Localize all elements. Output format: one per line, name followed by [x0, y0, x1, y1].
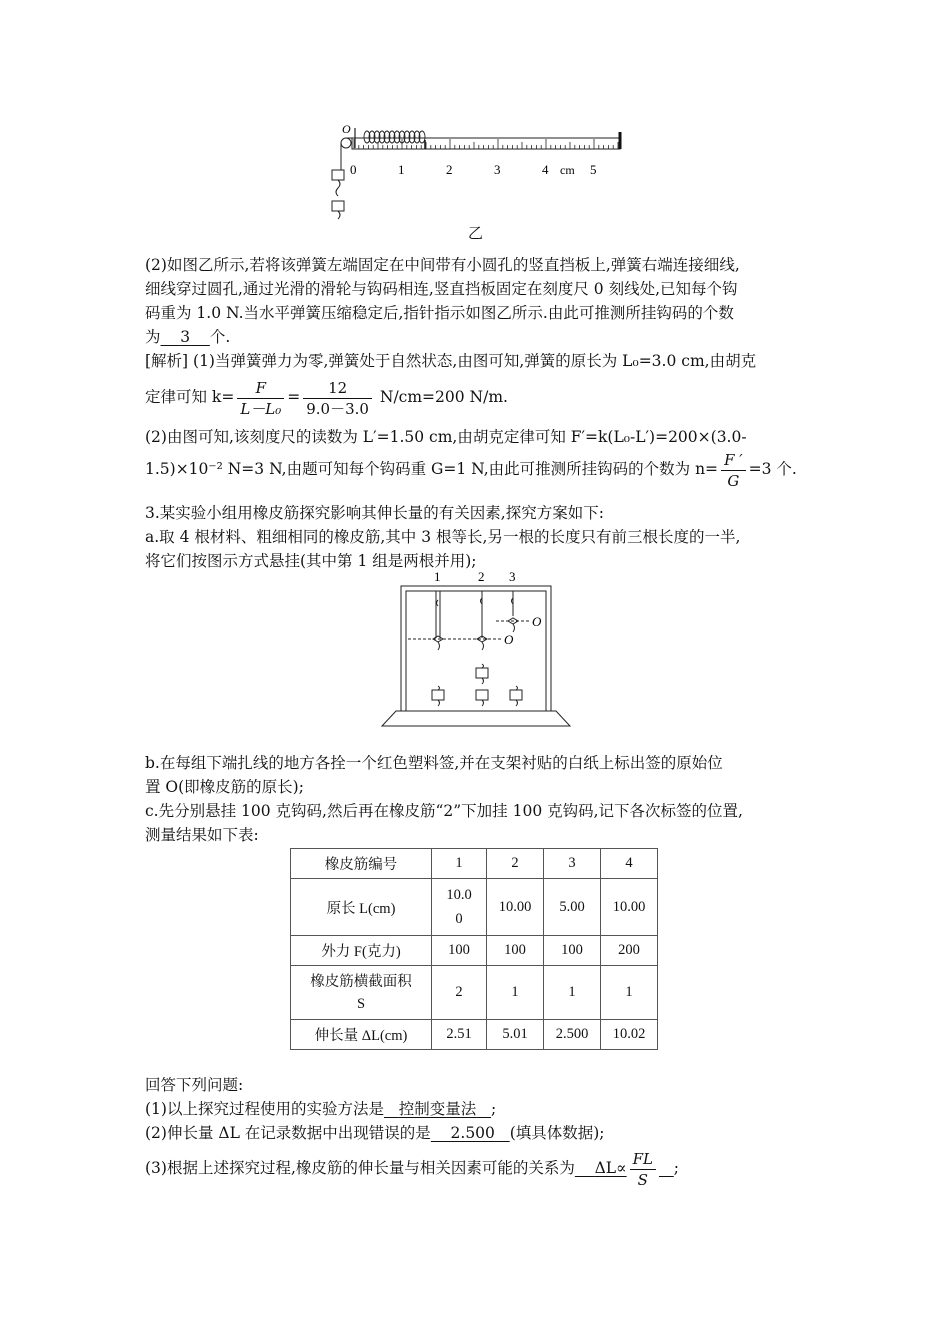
figure-caption: 乙 [468, 224, 484, 242]
question-2-end: (填具体数据); [509, 1124, 605, 1142]
q2-line-4-post: 个. [209, 328, 231, 346]
question-3-fraction [630, 1149, 656, 1190]
q2-line-4-pre: 为 [145, 328, 161, 346]
table-cell: 10.00 [487, 879, 544, 936]
q3-a-line-2: 将它们按图示方式悬挂(其中第 1 组是两根并用); [145, 552, 477, 570]
question-1-answer [384, 1100, 491, 1118]
question-2-text: (2)伸长量 ΔL 在记录数据中出现错误的是 [145, 1124, 431, 1142]
question-3-answer [575, 1149, 674, 1189]
band-label-3: 3 [509, 569, 516, 584]
table-cell: 100 [544, 936, 601, 966]
q3-b-line-1: b.在每组下端扎线的地方各拴一个红色塑料签,并在支架衬贴的白纸上标出签的原始位 [145, 754, 723, 772]
q2-line-2: 细线穿过圆孔,通过光滑的滑轮与钩码相连,竖直挡板固定在刻度尺 0 刻线处,已知每个钩 [145, 280, 738, 298]
fraction-value [303, 378, 372, 419]
q2-line-4 [145, 326, 230, 348]
table-cell: 伸长量 ΔL(cm) [291, 1020, 432, 1050]
analysis-line-2-post: N/cm=200 N/m. [374, 388, 508, 406]
table-row [291, 936, 658, 966]
tick-label-0: 0 [350, 162, 357, 177]
fraction-k [237, 378, 284, 419]
question-3-fraction-num: FL [630, 1149, 656, 1170]
table-cell: 3 [544, 849, 601, 879]
o-label-band-3: O [532, 614, 542, 629]
tick-label-4: 4 [542, 162, 549, 177]
table-cell: 橡皮筋横截面积 S [291, 966, 432, 1020]
analysis-line-4-pre: 1.5)×10⁻² N=3 N,由题可知每个钩码重 G=1 N,由此可推测所挂钩码的个数为 n= [145, 460, 719, 478]
fraction-k-den: L－L₀ [240, 399, 282, 418]
table-cell: 5.00 [544, 879, 601, 936]
analysis-line-3: (2)由图可知,该刻度尺的读数为 L′=1.50 cm,由胡克定律可知 F′=k(L₀-L′)=200×(3.0- [145, 428, 747, 446]
table-cell: 10.0 0 [432, 879, 487, 936]
table-row [291, 1020, 658, 1050]
tick-label-cm: cm [560, 163, 575, 177]
pivot-label: O [342, 122, 351, 136]
table-cell: 4 [601, 849, 658, 879]
question-1-end: ; [491, 1100, 497, 1118]
tick-label-1: 1 [398, 162, 405, 177]
table-cell: 100 [432, 936, 487, 966]
question-3-answer-prefix: ΔL∝ [594, 1159, 627, 1177]
o-label-band-2: O [504, 632, 514, 647]
table-cell: 10.00 [601, 879, 658, 936]
fraction-value-den: 9.0－3.0 [306, 399, 369, 418]
question-3 [145, 1146, 679, 1190]
table-cell: 200 [601, 936, 658, 966]
tick-label-2: 2 [446, 162, 453, 177]
q2-line-1: (2)如图乙所示,若将该弹簧左端固定在中间带有小圆孔的竖直挡板上,弹簧右端连接细线, [145, 256, 740, 274]
table-row [291, 849, 658, 879]
data-table [290, 848, 658, 1050]
questions-head: 回答下列问题: [145, 1076, 244, 1094]
table-cell: 1 [432, 849, 487, 879]
tick-label-3: 3 [494, 162, 501, 177]
q2-answer-value: 3 [180, 328, 191, 346]
question-2 [145, 1122, 605, 1144]
q3-c-line-1: c.先分别悬挂 100 克钩码,然后再在橡皮筋“2”下加挂 100 克钩码,记下各次标签的位置, [145, 802, 743, 820]
table-cell: 2.51 [432, 1020, 487, 1050]
band-label-2: 2 [478, 569, 485, 584]
table-cell: 1 [544, 966, 601, 1020]
question-3-text: (3)根据上述探究过程,橡皮筋的伸长量与相关因素可能的关系为 [145, 1159, 575, 1177]
figure-rubber-band-frame [378, 568, 573, 730]
table-cell: 10.02 [601, 1020, 658, 1050]
analysis-line-2 [145, 376, 508, 419]
q3-a-line-1: a.取 4 根材料、粗细相同的橡皮筋,其中 3 根等长,另一根的长度只有前三根长度的一半, [145, 528, 741, 546]
equals-sign: = [287, 388, 301, 406]
fraction-n-den: G [727, 471, 740, 490]
question-1-text: (1)以上探究过程使用的实验方法是 [145, 1100, 384, 1118]
table-cell: 2 [432, 966, 487, 1020]
question-3-fraction-den: S [637, 1170, 648, 1189]
q3-b-line-2: 置 O(即橡皮筋的原长); [145, 778, 304, 796]
question-2-answer-value: 2.500 [450, 1124, 495, 1142]
q2-answer [161, 328, 210, 346]
table-cell: 5.01 [487, 1020, 544, 1050]
table-cell: 2.500 [544, 1020, 601, 1050]
analysis-line-4-post: =3 个. [748, 460, 797, 478]
table-row [291, 879, 658, 936]
q2-line-3: 码重为 1.0 N.当水平弹簧压缩稳定后,指针指示如图乙所示.由此可推测所挂钩码的个数 [145, 304, 734, 322]
fraction-k-num: F [237, 378, 284, 399]
table-cell: 1 [601, 966, 658, 1020]
table-cell: 2 [487, 849, 544, 879]
fraction-value-num: 12 [303, 378, 372, 399]
table-cell: 外力 F(克力) [291, 936, 432, 966]
band-label-1: 1 [434, 569, 441, 584]
table-cell: 100 [487, 936, 544, 966]
question-1-answer-value: 控制变量法 [398, 1100, 477, 1118]
table-row [291, 966, 658, 1020]
question-1 [145, 1098, 496, 1120]
fraction-n-num: F ′ [721, 450, 746, 471]
q3-intro: 3.某实验小组用橡皮筋探究影响其伸长量的有关因素,探究方案如下: [145, 504, 604, 522]
table-cell: 原长 L(cm) [291, 879, 432, 936]
question-3-end: ; [673, 1159, 679, 1177]
table-cell: 1 [487, 966, 544, 1020]
question-2-answer [431, 1124, 510, 1142]
table-cell: 橡皮筋编号 [291, 849, 432, 879]
fraction-n [721, 450, 746, 491]
analysis-line-2-pre: 定律可知 k= [145, 388, 235, 406]
figure-spring-ruler [325, 118, 635, 228]
q3-c-line-2: 测量结果如下表: [145, 826, 259, 844]
analysis-line-1: [解析] (1)当弹簧弹力为零,弹簧处于自然状态,由图可知,弹簧的原长为 L₀=3.0 cm,由胡克 [145, 352, 757, 370]
analysis-line-4 [145, 448, 797, 491]
tick-label-5: 5 [590, 162, 597, 177]
